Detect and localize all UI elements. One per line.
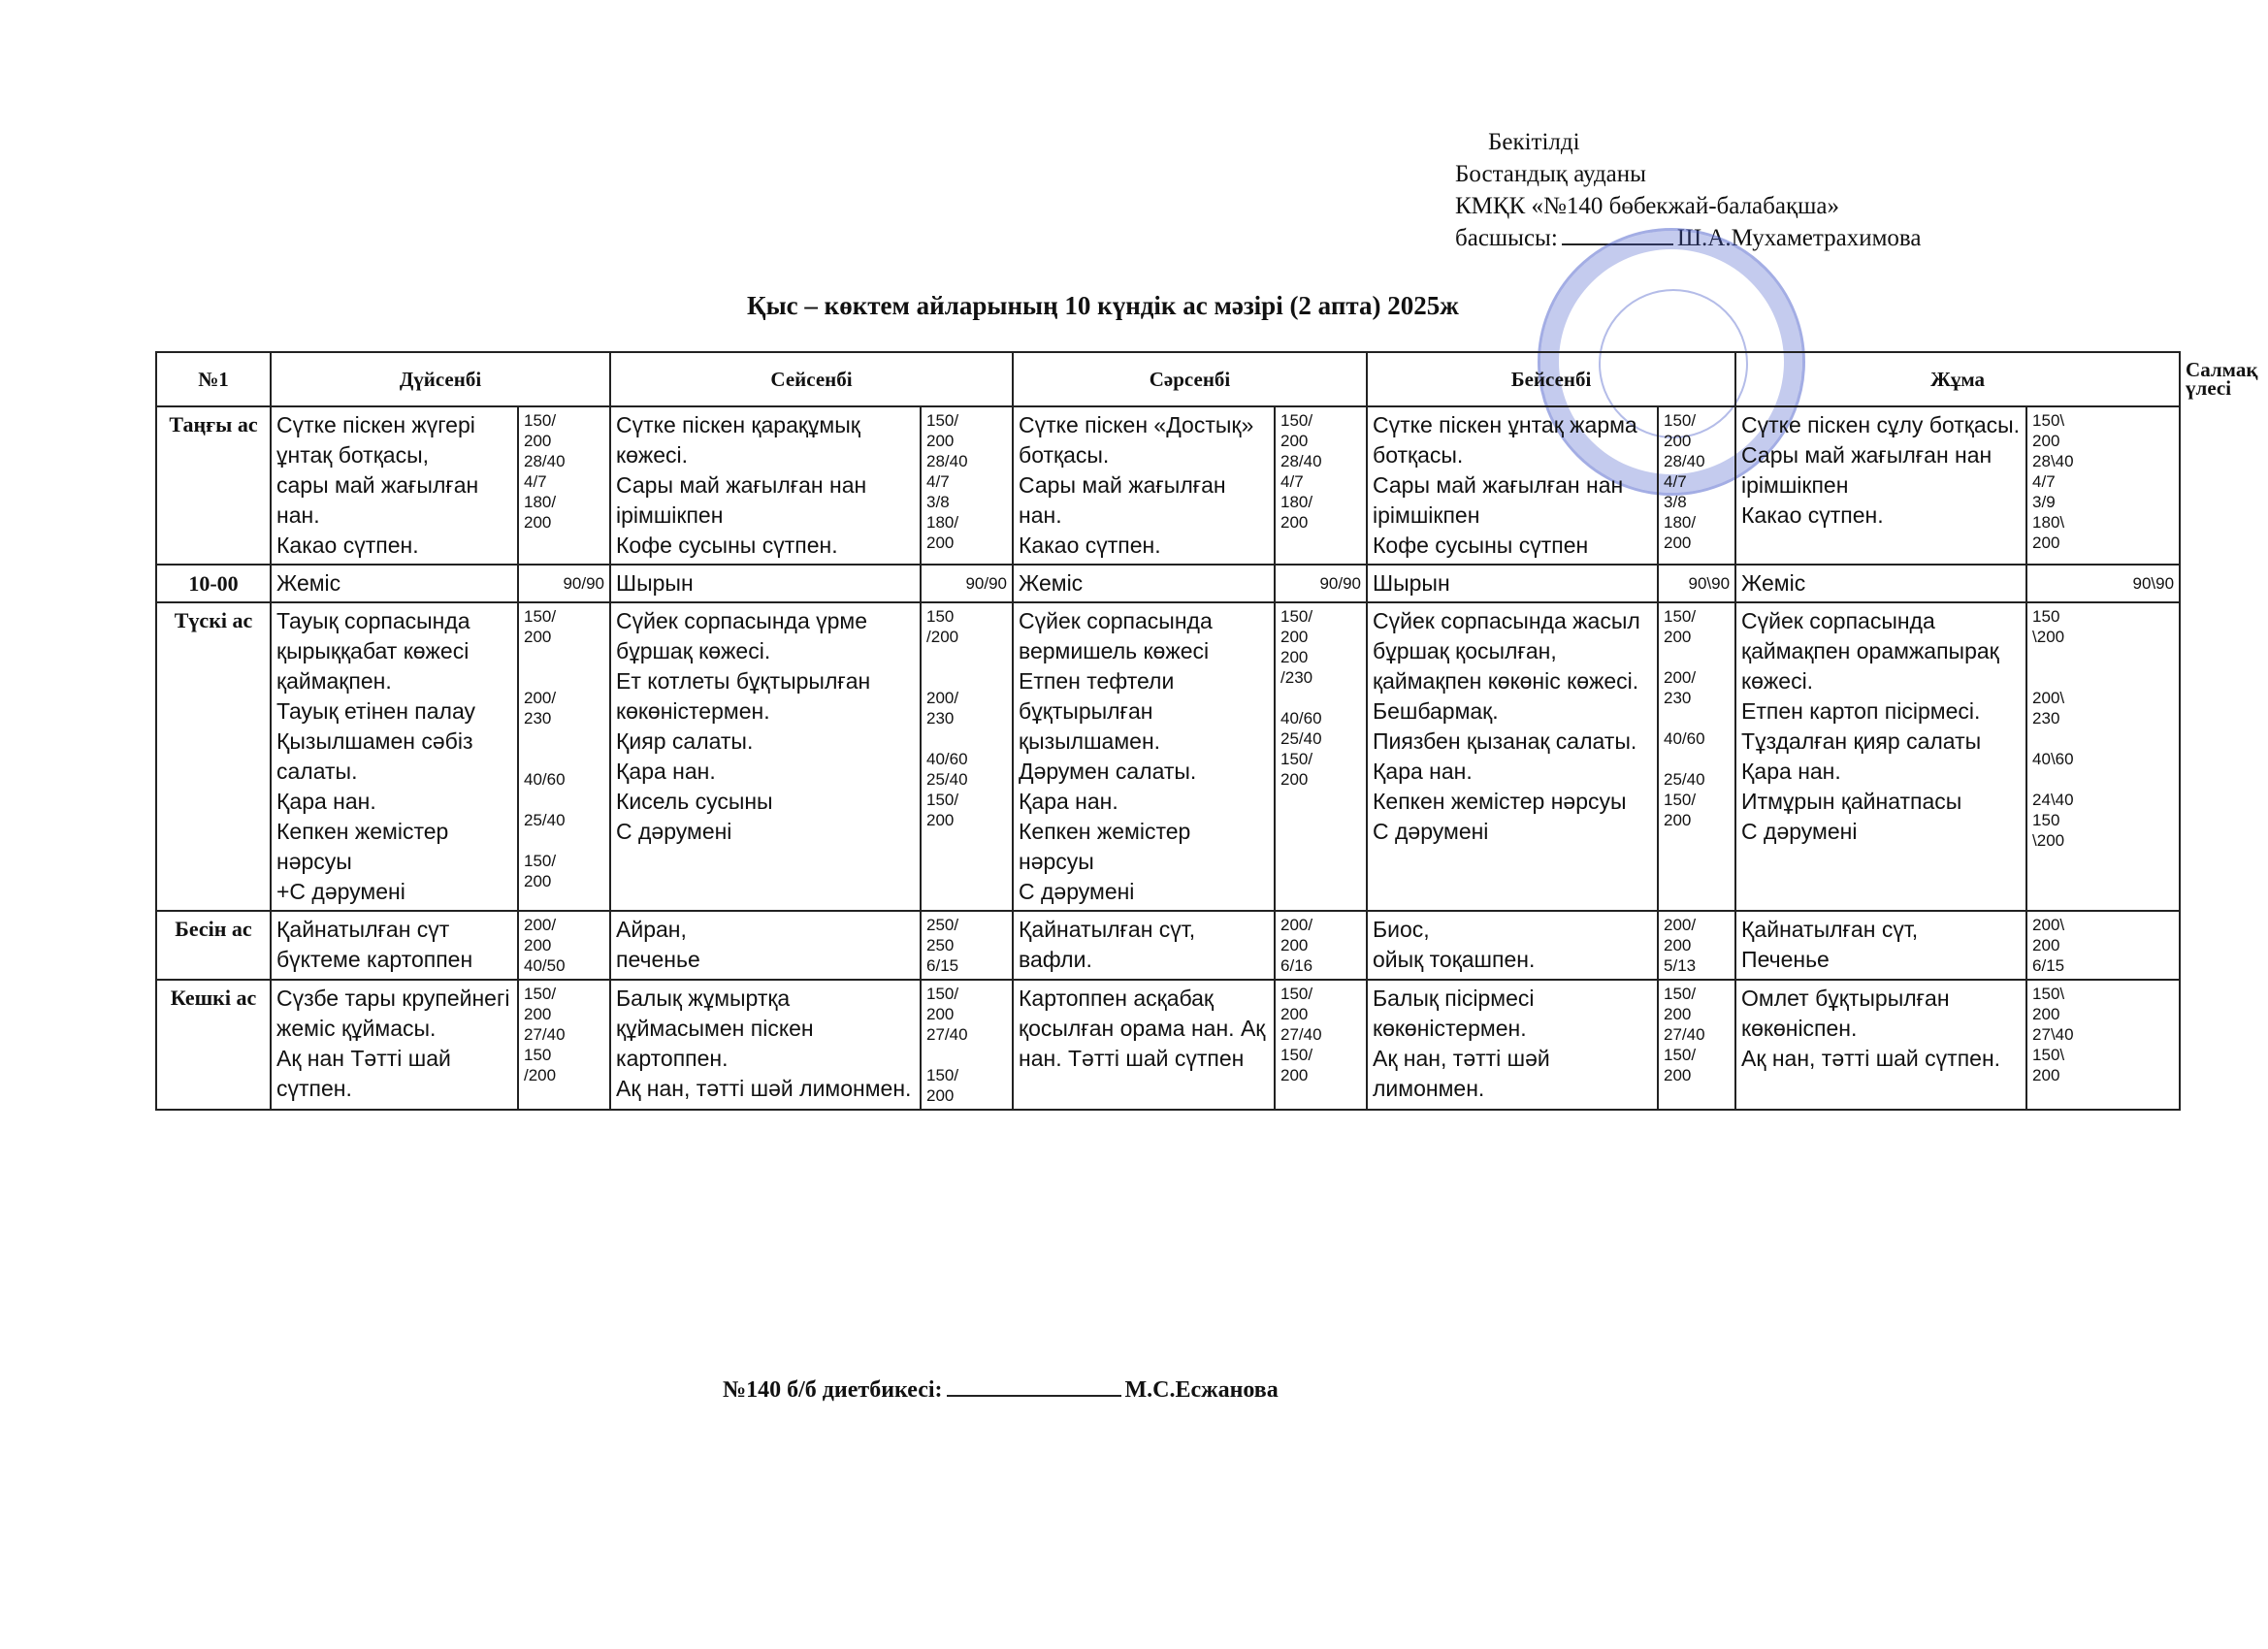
weight-cell: 150/ 200 27/40 150 /200 xyxy=(518,980,610,1110)
header-wednesday: Сәрсенбі xyxy=(1013,352,1367,406)
dish-cell: Сүзбе тары крупейнегі жеміс құймасы. Ақ нан Тәтті шай сүтпен. xyxy=(271,980,518,1110)
weight-cell: 150/ 200 200 /230 40/60 25/40 150/ 200 xyxy=(1275,602,1367,911)
dish-cell: Сүйек сорпасында үрме бұршақ көжесі. Ет котлеты бұқтырылған көкөністермен. Қияр салаты. Қара нан. Кисель сусыны С дәрумені xyxy=(610,602,921,911)
table-row xyxy=(156,565,2180,602)
dish-cell: Қайнатылған сүт бүктеме картоппен xyxy=(271,911,518,980)
weight-cell: 90/90 xyxy=(1275,565,1367,602)
dish-cell: Айран, печенье xyxy=(610,911,921,980)
dish-cell: Сүтке піскен қарақұмық көжесі. Сары май жағылған нан ірімшікпен Кофе сусыны сүтпен. xyxy=(610,406,921,565)
weight-cell: 150/ 200 28/40 4/7 3/8 180/ 200 xyxy=(921,406,1013,565)
weight-cell: 150/ 200 28/40 4/7 3/8 180/ 200 xyxy=(1658,406,1735,565)
weight-cell: 150/ 200 27/40 150/ 200 xyxy=(1275,980,1367,1110)
weight-cell: 250/ 250 6/15 xyxy=(921,911,1013,980)
weight-cell: 150/ 200 27/40 150/ 200 xyxy=(921,980,1013,1110)
dish-cell: Омлет бұқтырылған көкөніспен. Ақ нан, тәтті шай сүтпен. xyxy=(1735,980,2026,1110)
header-row: №1 Дүйсенбі Сейсенбі Сәрсенбі Бейсенбі Жұма Салмақ үлесі xyxy=(156,352,2180,406)
table-row xyxy=(156,980,2180,1110)
institution-text: КМҚК «№140 бөбекжай-балабақша» xyxy=(1455,193,1839,219)
head-name: Ш.А.Мухаметрахимова xyxy=(1676,225,1922,251)
weight-cell: 90/90 xyxy=(921,565,1013,602)
weight-cell: 90/90 xyxy=(518,565,610,602)
dish-cell: Сүтке піскен «Достық» ботқасы. Сары май жағылған нан. Какао сүтпен. xyxy=(1013,406,1275,565)
weight-cell: 200/ 200 5/13 xyxy=(1658,911,1735,980)
weight-cell: 200/ 200 40/50 xyxy=(518,911,610,980)
district-text: Бостандық ауданы xyxy=(1455,161,1646,187)
approved-label: Бекітілді xyxy=(1488,129,1580,155)
weight-cell: 150\ 200 27\40 150\ 200 xyxy=(2026,980,2180,1110)
table-row xyxy=(156,911,2180,980)
menu-table xyxy=(155,351,2258,1111)
signature-line xyxy=(947,1375,1121,1397)
dish-cell: Жеміс xyxy=(1013,565,1275,602)
dietitian-label: №140 б/б диетбикесі: xyxy=(723,1377,943,1403)
weight-cell: 150\ 200 28\40 4/7 3/9 180\ 200 xyxy=(2026,406,2180,565)
dietitian-name: М.С.Есжанова xyxy=(1124,1377,1279,1403)
dish-cell: Сүйек сорпасында жасыл бұршақ қосылған, қаймақпен көкөніс көжесі. Бешбармақ. Пиязбен қызанақ салаты. Қара нан. Кепкен жемістер нәрсуы С дәрумені xyxy=(1367,602,1658,911)
dish-cell: Картоппен асқабақ қосылған орама нан. Ақ нан. Тәтті шай сүтпен xyxy=(1013,980,1275,1110)
weight-cell: 150 \200 200\ 230 40\60 24\40 150 \200 xyxy=(2026,602,2180,911)
meal-label: Кешкі ас xyxy=(156,980,271,1110)
weight-cell: 150/ 200 28/40 4/7 180/ 200 xyxy=(518,406,610,565)
weight-cell: 150/ 200 27/40 150/ 200 xyxy=(1658,980,1735,1110)
weight-cell: 90\90 xyxy=(1658,565,1735,602)
dish-cell: Балық пісірмесі көкөністермен. Ақ нан, тәтті шәй лимонмен. xyxy=(1367,980,1658,1110)
dish-cell: Балық жұмыртқа құймасымен піскен картоппен. Ақ нан, тәтті шәй лимонмен. xyxy=(610,980,921,1110)
dish-cell: Қайнатылған сүт, Печенье xyxy=(1735,911,2026,980)
dish-cell: Сүйек сорпасында вермишель көжесі Етпен тефтели бұқтырылған қызылшамен. Дәрумен салаты. Қара нан. Кепкен жемістер нәрсуы С дәрумені xyxy=(1013,602,1275,911)
header-thursday: Бейсенбі xyxy=(1367,352,1735,406)
head-label: басшысы: xyxy=(1455,225,1558,251)
table-row xyxy=(156,602,2180,911)
weight-cell: 150 /200 200/ 230 40/60 25/40 150/ 200 xyxy=(921,602,1013,911)
dish-cell: Жеміс xyxy=(1735,565,2026,602)
dish-cell: Қайнатылған сүт, вафли. xyxy=(1013,911,1275,980)
header-friday: Жұма xyxy=(1735,352,2180,406)
weight-cell: 200/ 200 6/16 xyxy=(1275,911,1367,980)
dish-cell: Сүтке піскен ұнтақ жарма ботқасы. Сары май жағылған нан ірімшікпен Кофе сусыны сүтпен xyxy=(1367,406,1658,565)
meal-label: Түскі ас xyxy=(156,602,271,911)
meal-label: Бесін ас xyxy=(156,911,271,980)
dish-cell: Шырын xyxy=(1367,565,1658,602)
header-tuesday: Сейсенбі xyxy=(610,352,1013,406)
page-title: Қыс – көктем айларының 10 күндік ас мәзірі (2 апта) 2025ж xyxy=(747,291,1459,320)
dish-cell: Жеміс xyxy=(271,565,518,602)
header-monday: Дүйсенбі xyxy=(271,352,610,406)
dish-cell: Сүтке піскен жүгері ұнтақ ботқасы, сары май жағылған нан. Какао сүтпен. xyxy=(271,406,518,565)
dish-cell: Шырын xyxy=(610,565,921,602)
weight-cell: 150/ 200 200/ 230 40/60 25/40 150/ 200 xyxy=(1658,602,1735,911)
corner-header: №1 xyxy=(156,352,271,406)
weight-cell: 150/ 200 200/ 230 40/60 25/40 150/ 200 xyxy=(518,602,610,911)
dish-cell: Тауық сорпасында қырыққабат көжесі қаймақпен. Тауық етінен палау Қызылшамен сәбіз салаты. Қара нан. Кепкен жемістер нәрсуы +С дәрумені xyxy=(271,602,518,911)
weight-cell: 200\ 200 6/15 xyxy=(2026,911,2180,980)
dish-cell: Биос, ойық тоқашпен. xyxy=(1367,911,1658,980)
meal-label: Таңғы ас xyxy=(156,406,271,565)
meal-label: 10-00 xyxy=(156,565,271,602)
dish-cell: Сүйек сорпасында қаймақпен орамжапырақ көжесі. Етпен картоп пісірмесі. Тұздалған қияр салаты Қара нан. Итмұрын қайнатпасы С дәрумені xyxy=(1735,602,2026,911)
dish-cell: Сүтке піскен сұлу ботқасы. Сары май жағылған нан ірімшікпен Какао сүтпен. xyxy=(1735,406,2026,565)
weight-cell: 150/ 200 28/40 4/7 180/ 200 xyxy=(1275,406,1367,565)
weight-cell: 90\90 xyxy=(2026,565,2180,602)
footer-signature xyxy=(723,1375,1279,1404)
table-row xyxy=(156,406,2180,565)
